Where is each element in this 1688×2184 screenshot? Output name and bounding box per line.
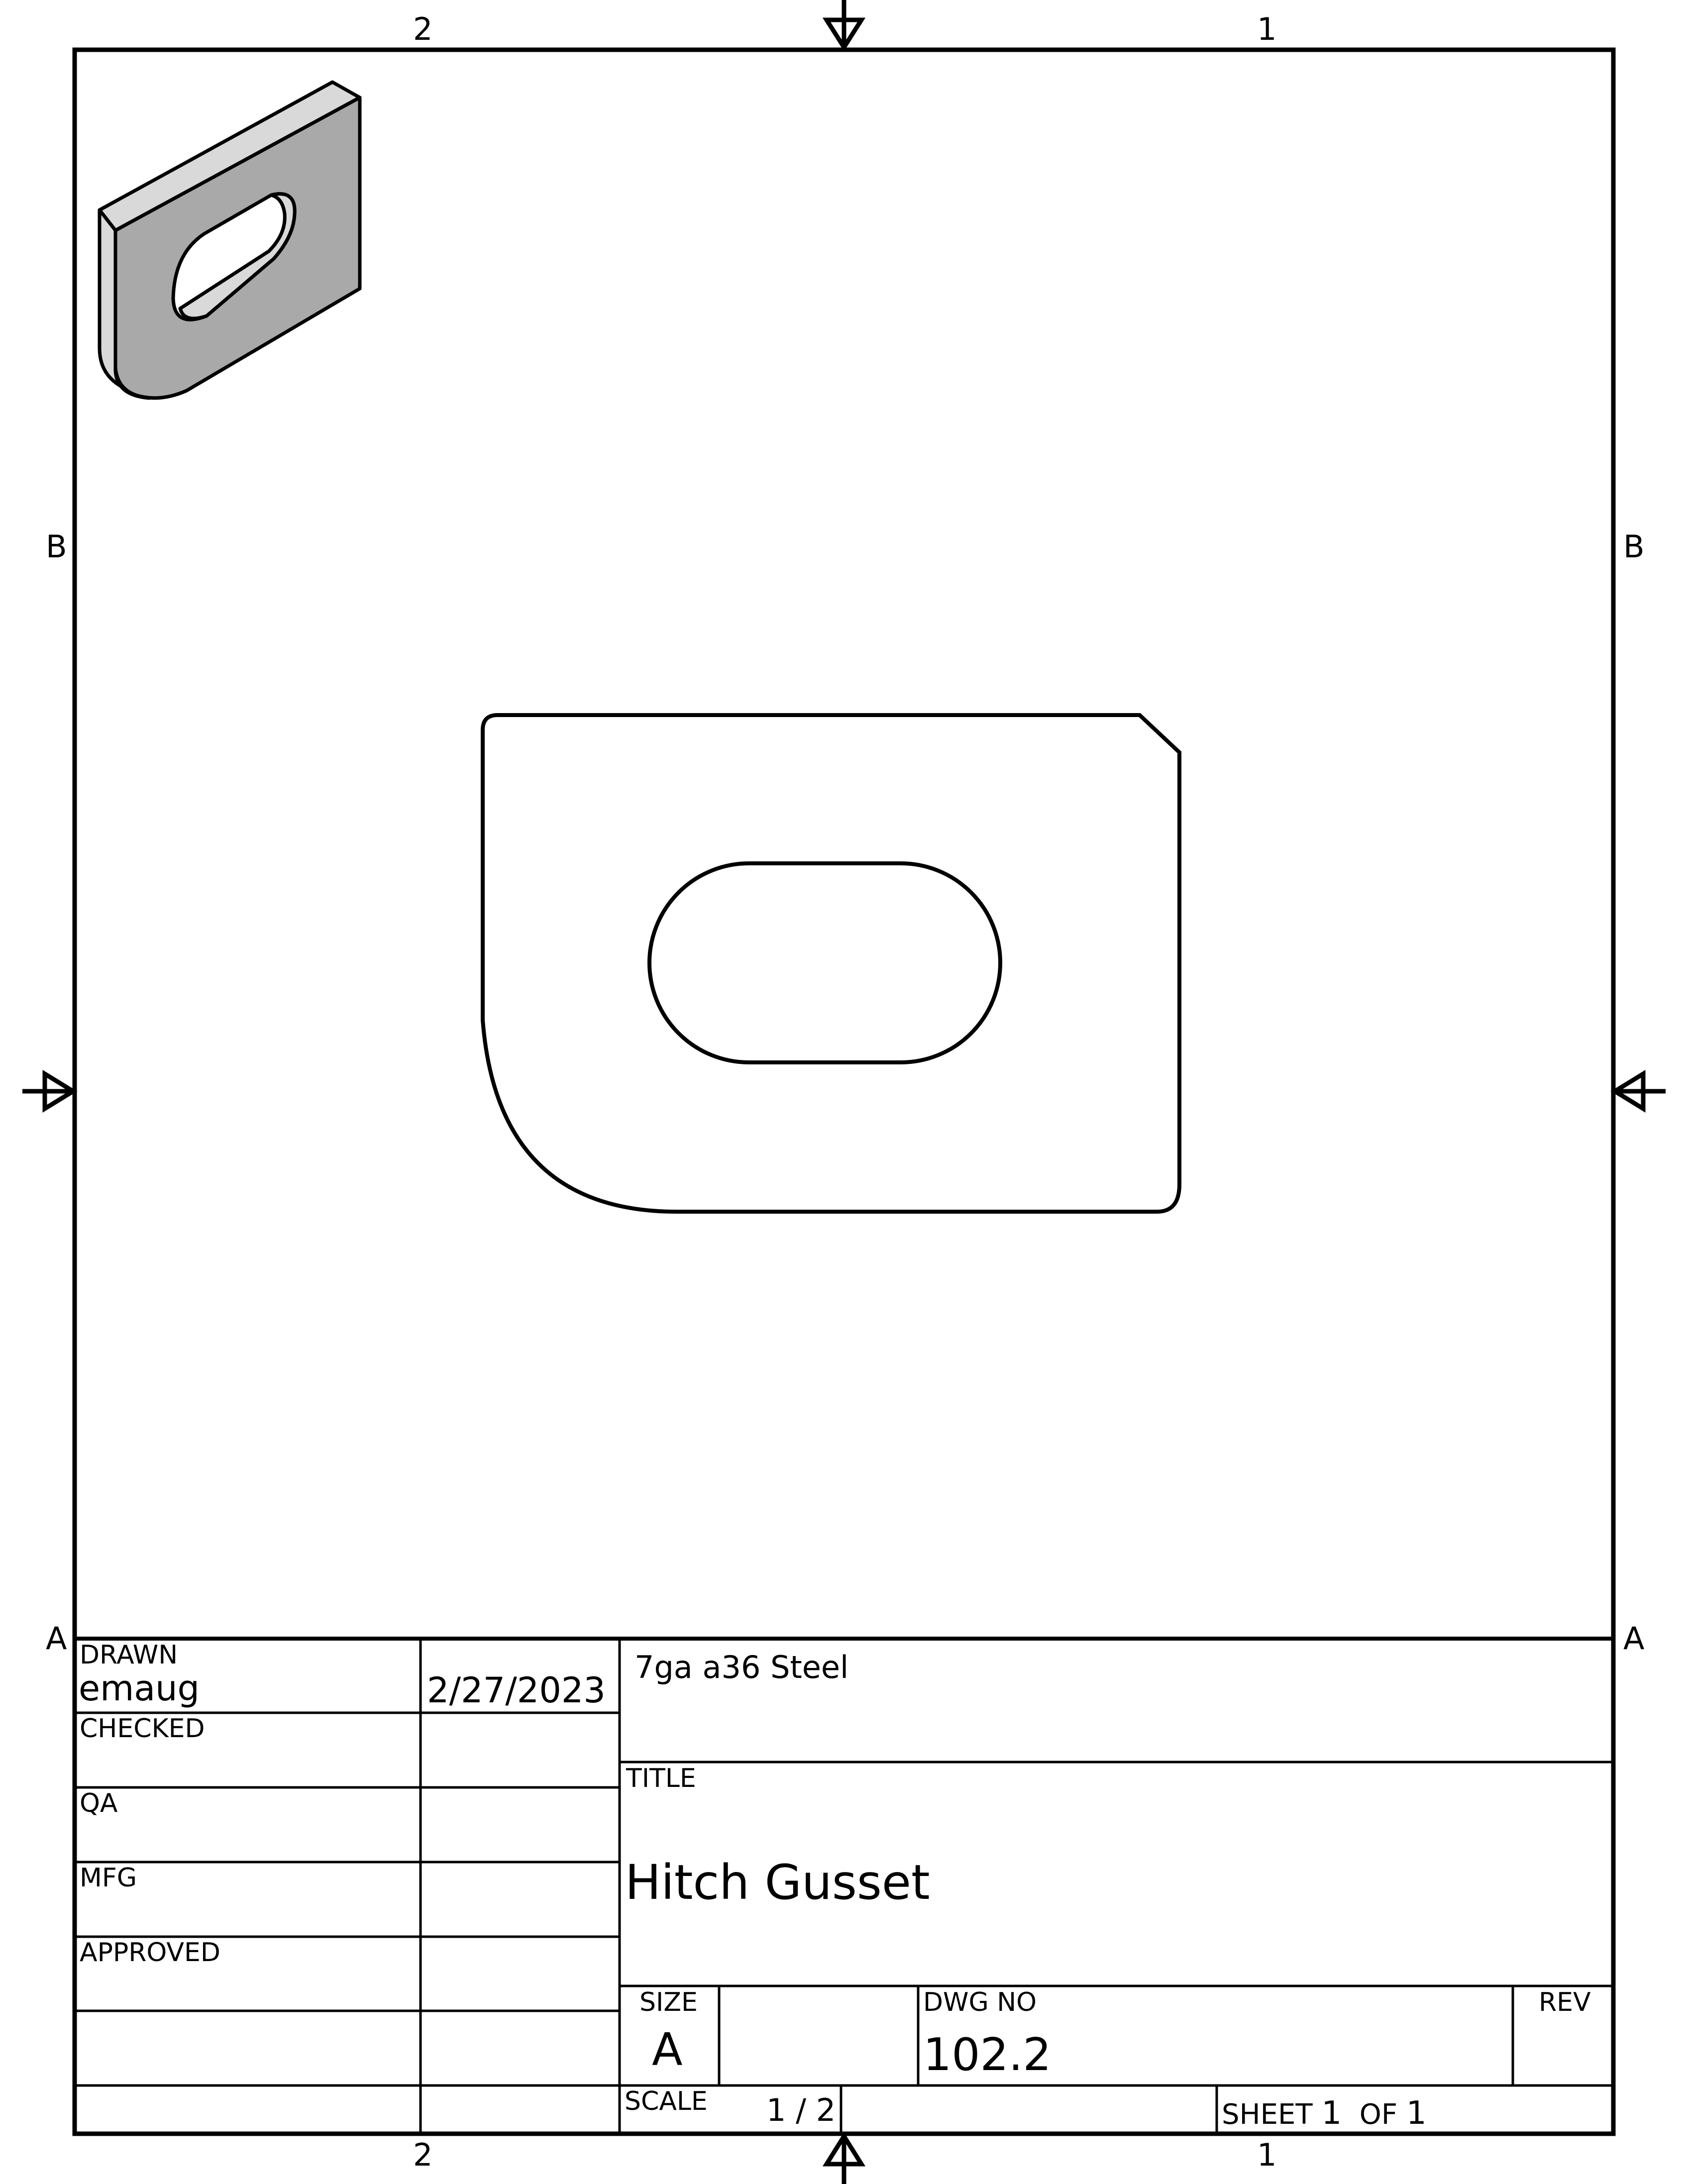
material-value: 7ga a36 Steel xyxy=(634,1649,849,1685)
zone-label-top-2: 2 xyxy=(413,11,433,47)
checked-label: CHECKED xyxy=(80,1714,205,1744)
centering-mark-bottom xyxy=(827,2134,861,2184)
drawn-date-value: 2/27/2023 xyxy=(427,1670,606,1711)
rev-label: REV xyxy=(1539,1987,1591,2017)
scale-label: SCALE xyxy=(625,2086,708,2116)
mfg-label: MFG xyxy=(80,1863,137,1893)
dwg-no-value: 102.2 xyxy=(923,2029,1052,2081)
zone-label-bottom-1: 1 xyxy=(1257,2137,1277,2173)
sheet-count xyxy=(1222,2095,1427,2132)
slot-hole xyxy=(649,863,1000,1062)
zone-label-right-a: A xyxy=(1623,1620,1645,1657)
size-label: SIZE xyxy=(639,1987,698,2017)
size-value: A xyxy=(652,2024,683,2076)
centering-mark-right xyxy=(1613,1074,1666,1109)
drawn-by-value: emaug xyxy=(79,1668,200,1709)
front-view xyxy=(483,715,1179,1212)
scale-value: 1 / 2 xyxy=(766,2092,836,2128)
drawing-title: Hitch Gusset xyxy=(625,1855,930,1910)
zone-label-left-a: A xyxy=(46,1620,67,1657)
zone-label-top-1: 1 xyxy=(1257,11,1277,47)
drawn-label: DRAWN xyxy=(80,1640,178,1670)
qa-label: QA xyxy=(80,1788,118,1818)
sheet-total: 1 xyxy=(1406,2095,1427,2132)
centering-mark-top xyxy=(827,0,861,50)
drawing-frame xyxy=(75,50,1613,2134)
sheet-number: 1 xyxy=(1321,2095,1342,2132)
sheet-label: SHEET xyxy=(1222,2098,1313,2131)
isometric-view xyxy=(100,82,360,398)
title-label: TITLE xyxy=(626,1764,696,1793)
zone-label-right-b: B xyxy=(1623,528,1645,565)
part-outline xyxy=(483,715,1179,1212)
zone-label-left-b: B xyxy=(46,528,67,565)
of-label: OF xyxy=(1359,2098,1398,2131)
centering-mark-left xyxy=(22,1074,75,1109)
approved-label: APPROVED xyxy=(80,1938,220,1968)
zone-label-bottom-2: 2 xyxy=(413,2137,433,2173)
dwg-no-label: DWG NO xyxy=(923,1987,1037,2017)
